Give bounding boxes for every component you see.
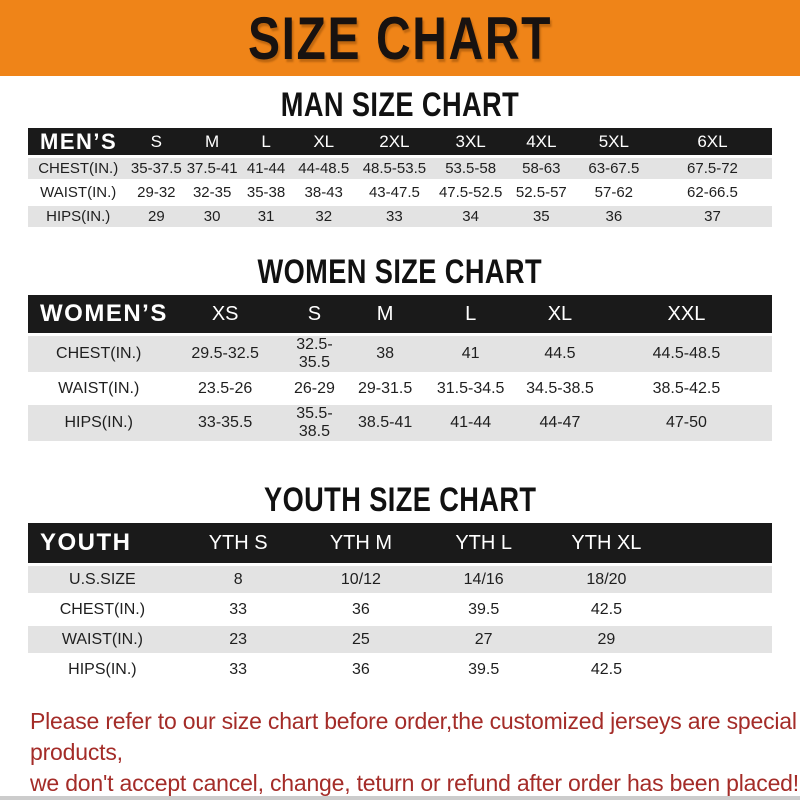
row-label: CHEST(IN.) — [59, 600, 146, 618]
value-cell: 41-44 — [450, 414, 492, 431]
value-cell: 31 — [257, 208, 275, 225]
value-cell: 30 — [203, 208, 221, 225]
value-cell: 18/20 — [586, 570, 627, 588]
value-cell: 8 — [233, 570, 243, 588]
value-cell: 32.5-35.5 — [296, 336, 333, 371]
value-cell: 29 — [597, 630, 616, 648]
table-row — [28, 405, 772, 441]
value-cell: 44-47 — [539, 414, 581, 431]
row-label: CHEST(IN.) — [56, 345, 142, 362]
youth-table-title-cell: YOUTH — [28, 523, 177, 563]
spacer-cell — [668, 596, 772, 623]
value-cell: 35-37.5 — [130, 160, 182, 177]
women-section-heading — [0, 252, 800, 292]
disclaimer-line-1: Please refer to our size chart before order,the customized jerseys are special products, — [30, 708, 797, 765]
value-cell: 67.5-72 — [687, 160, 738, 177]
value-cell: 23 — [229, 630, 248, 648]
value-cell: 37 — [704, 208, 721, 225]
table-row — [28, 626, 772, 653]
row-label: WAIST(IN.) — [58, 379, 140, 397]
size-header-cell: YTH L — [422, 523, 545, 563]
size-chart-banner — [0, 0, 800, 76]
row-label: HIPS(IN.) — [68, 660, 137, 678]
size-header-cell: YTH S — [177, 523, 300, 563]
size-header-cell: XL — [519, 295, 601, 333]
size-header-cell: YTH M — [300, 523, 423, 563]
men-table-title-cell: MEN’S — [28, 128, 128, 155]
spacer-cell — [668, 626, 772, 653]
size-header-cell: 3XL — [433, 128, 507, 155]
value-cell: 33-35.5 — [198, 414, 253, 431]
size-header-cell: L — [240, 128, 292, 155]
row-label: WAIST(IN.) — [61, 630, 143, 648]
value-cell: 29-31.5 — [357, 379, 413, 397]
value-cell: 33 — [386, 208, 403, 225]
value-cell: 52.5-57 — [515, 184, 567, 201]
value-cell: 29.5-32.5 — [191, 345, 259, 362]
size-header-cell: 6XL — [653, 128, 772, 155]
value-cell: 36 — [352, 600, 370, 618]
size-header-cell: XL — [292, 128, 355, 155]
womens-size-table — [28, 292, 772, 444]
value-cell: 48.5-53.5 — [362, 160, 427, 177]
size-header-cell: 5XL — [575, 128, 653, 155]
youth-section-heading — [0, 480, 800, 520]
value-cell: 41-44 — [246, 160, 286, 177]
mens-size-table — [28, 125, 772, 230]
order-disclaimer-note — [30, 706, 800, 799]
value-cell: 33 — [229, 600, 248, 618]
size-header-cell: L — [422, 295, 519, 333]
man-section-heading — [0, 85, 800, 125]
size-header-cell: S — [281, 295, 348, 333]
table-row — [28, 656, 772, 683]
value-cell: 32 — [315, 208, 333, 225]
value-cell: 35-38 — [246, 184, 286, 201]
size-header-cell: 2XL — [355, 128, 433, 155]
value-cell: 38-43 — [304, 184, 343, 201]
table-row — [28, 182, 772, 203]
size-header-cell: S — [128, 128, 184, 155]
youth-section-heading-text: YOUTH SIZE CHART — [263, 481, 537, 519]
value-cell: 63-67.5 — [588, 160, 640, 177]
row-label: CHEST(IN.) — [38, 160, 119, 177]
value-cell: 43-47.5 — [368, 184, 420, 201]
youth-header-row — [28, 523, 772, 563]
size-header-cell: XXL — [601, 295, 772, 333]
value-cell: 39.5 — [468, 660, 500, 678]
value-cell: 44.5 — [544, 345, 576, 362]
value-cell: 57-62 — [594, 184, 634, 201]
value-cell: 47-50 — [665, 414, 707, 431]
women-section-heading-text: WOMEN SIZE CHART — [257, 253, 543, 291]
value-cell: 42.5 — [590, 660, 622, 678]
value-cell: 44.5-48.5 — [652, 345, 721, 362]
row-label: U.S.SIZE — [69, 570, 136, 588]
size-header-cell: M — [184, 128, 240, 155]
spacer-cell — [668, 566, 772, 593]
value-cell: 36 — [352, 660, 370, 678]
value-cell: 39.5 — [468, 600, 500, 618]
value-cell: 53.5-58 — [445, 160, 497, 177]
table-row — [28, 206, 772, 227]
value-cell: 10/12 — [340, 570, 381, 588]
bottom-border-strip — [0, 796, 800, 800]
youth-size-table — [28, 520, 772, 686]
size-header-cell: M — [348, 295, 422, 333]
value-cell: 34.5-38.5 — [526, 379, 594, 397]
value-cell: 35 — [532, 208, 550, 225]
row-label: HIPS(IN.) — [64, 414, 133, 431]
women-table-title-cell: WOMEN’S — [28, 295, 169, 333]
value-cell: 44-48.5 — [298, 160, 350, 177]
size-header-cell: YTH XL — [545, 523, 668, 563]
women-header-row — [28, 295, 772, 333]
value-cell: 23.5-26 — [198, 379, 253, 397]
spacer-cell — [668, 523, 772, 563]
table-row — [28, 375, 772, 402]
banner-title: SIZE CHART — [248, 4, 552, 72]
value-cell: 31.5-34.5 — [436, 379, 505, 397]
value-cell: 38.5-41 — [357, 414, 413, 431]
value-cell: 29-32 — [137, 184, 176, 201]
value-cell: 42.5 — [590, 600, 622, 618]
men-header-row — [28, 128, 772, 155]
value-cell: 38 — [376, 345, 394, 362]
table-row — [28, 566, 772, 593]
value-cell: 25 — [352, 630, 370, 648]
value-cell: 37.5-41 — [186, 160, 238, 177]
row-label: WAIST(IN.) — [40, 184, 117, 201]
table-row — [28, 158, 772, 179]
man-section-heading-text: MAN SIZE CHART — [280, 86, 520, 124]
value-cell: 33 — [229, 660, 248, 678]
table-row — [28, 336, 772, 372]
value-cell: 62-66.5 — [687, 184, 738, 201]
size-header-cell: 4XL — [508, 128, 575, 155]
table-row — [28, 596, 772, 623]
spacer-cell — [668, 656, 772, 683]
value-cell: 27 — [474, 630, 493, 648]
value-cell: 32-35 — [192, 184, 232, 201]
disclaimer-line-2: we don't accept cancel, change, teturn or refund after order has been placed! — [30, 770, 799, 796]
value-cell: 38.5-42.5 — [652, 379, 721, 397]
value-cell: 58-63 — [522, 160, 561, 177]
value-cell: 29 — [147, 208, 165, 225]
value-cell: 26-29 — [293, 379, 335, 397]
value-cell: 35.5-38.5 — [296, 405, 333, 440]
value-cell: 41 — [461, 345, 480, 362]
size-header-cell: XS — [169, 295, 281, 333]
value-cell: 36 — [605, 208, 623, 225]
value-cell: 14/16 — [463, 570, 504, 588]
value-cell: 47.5-52.5 — [438, 184, 503, 201]
row-label: HIPS(IN.) — [46, 208, 111, 225]
value-cell: 34 — [462, 208, 479, 225]
